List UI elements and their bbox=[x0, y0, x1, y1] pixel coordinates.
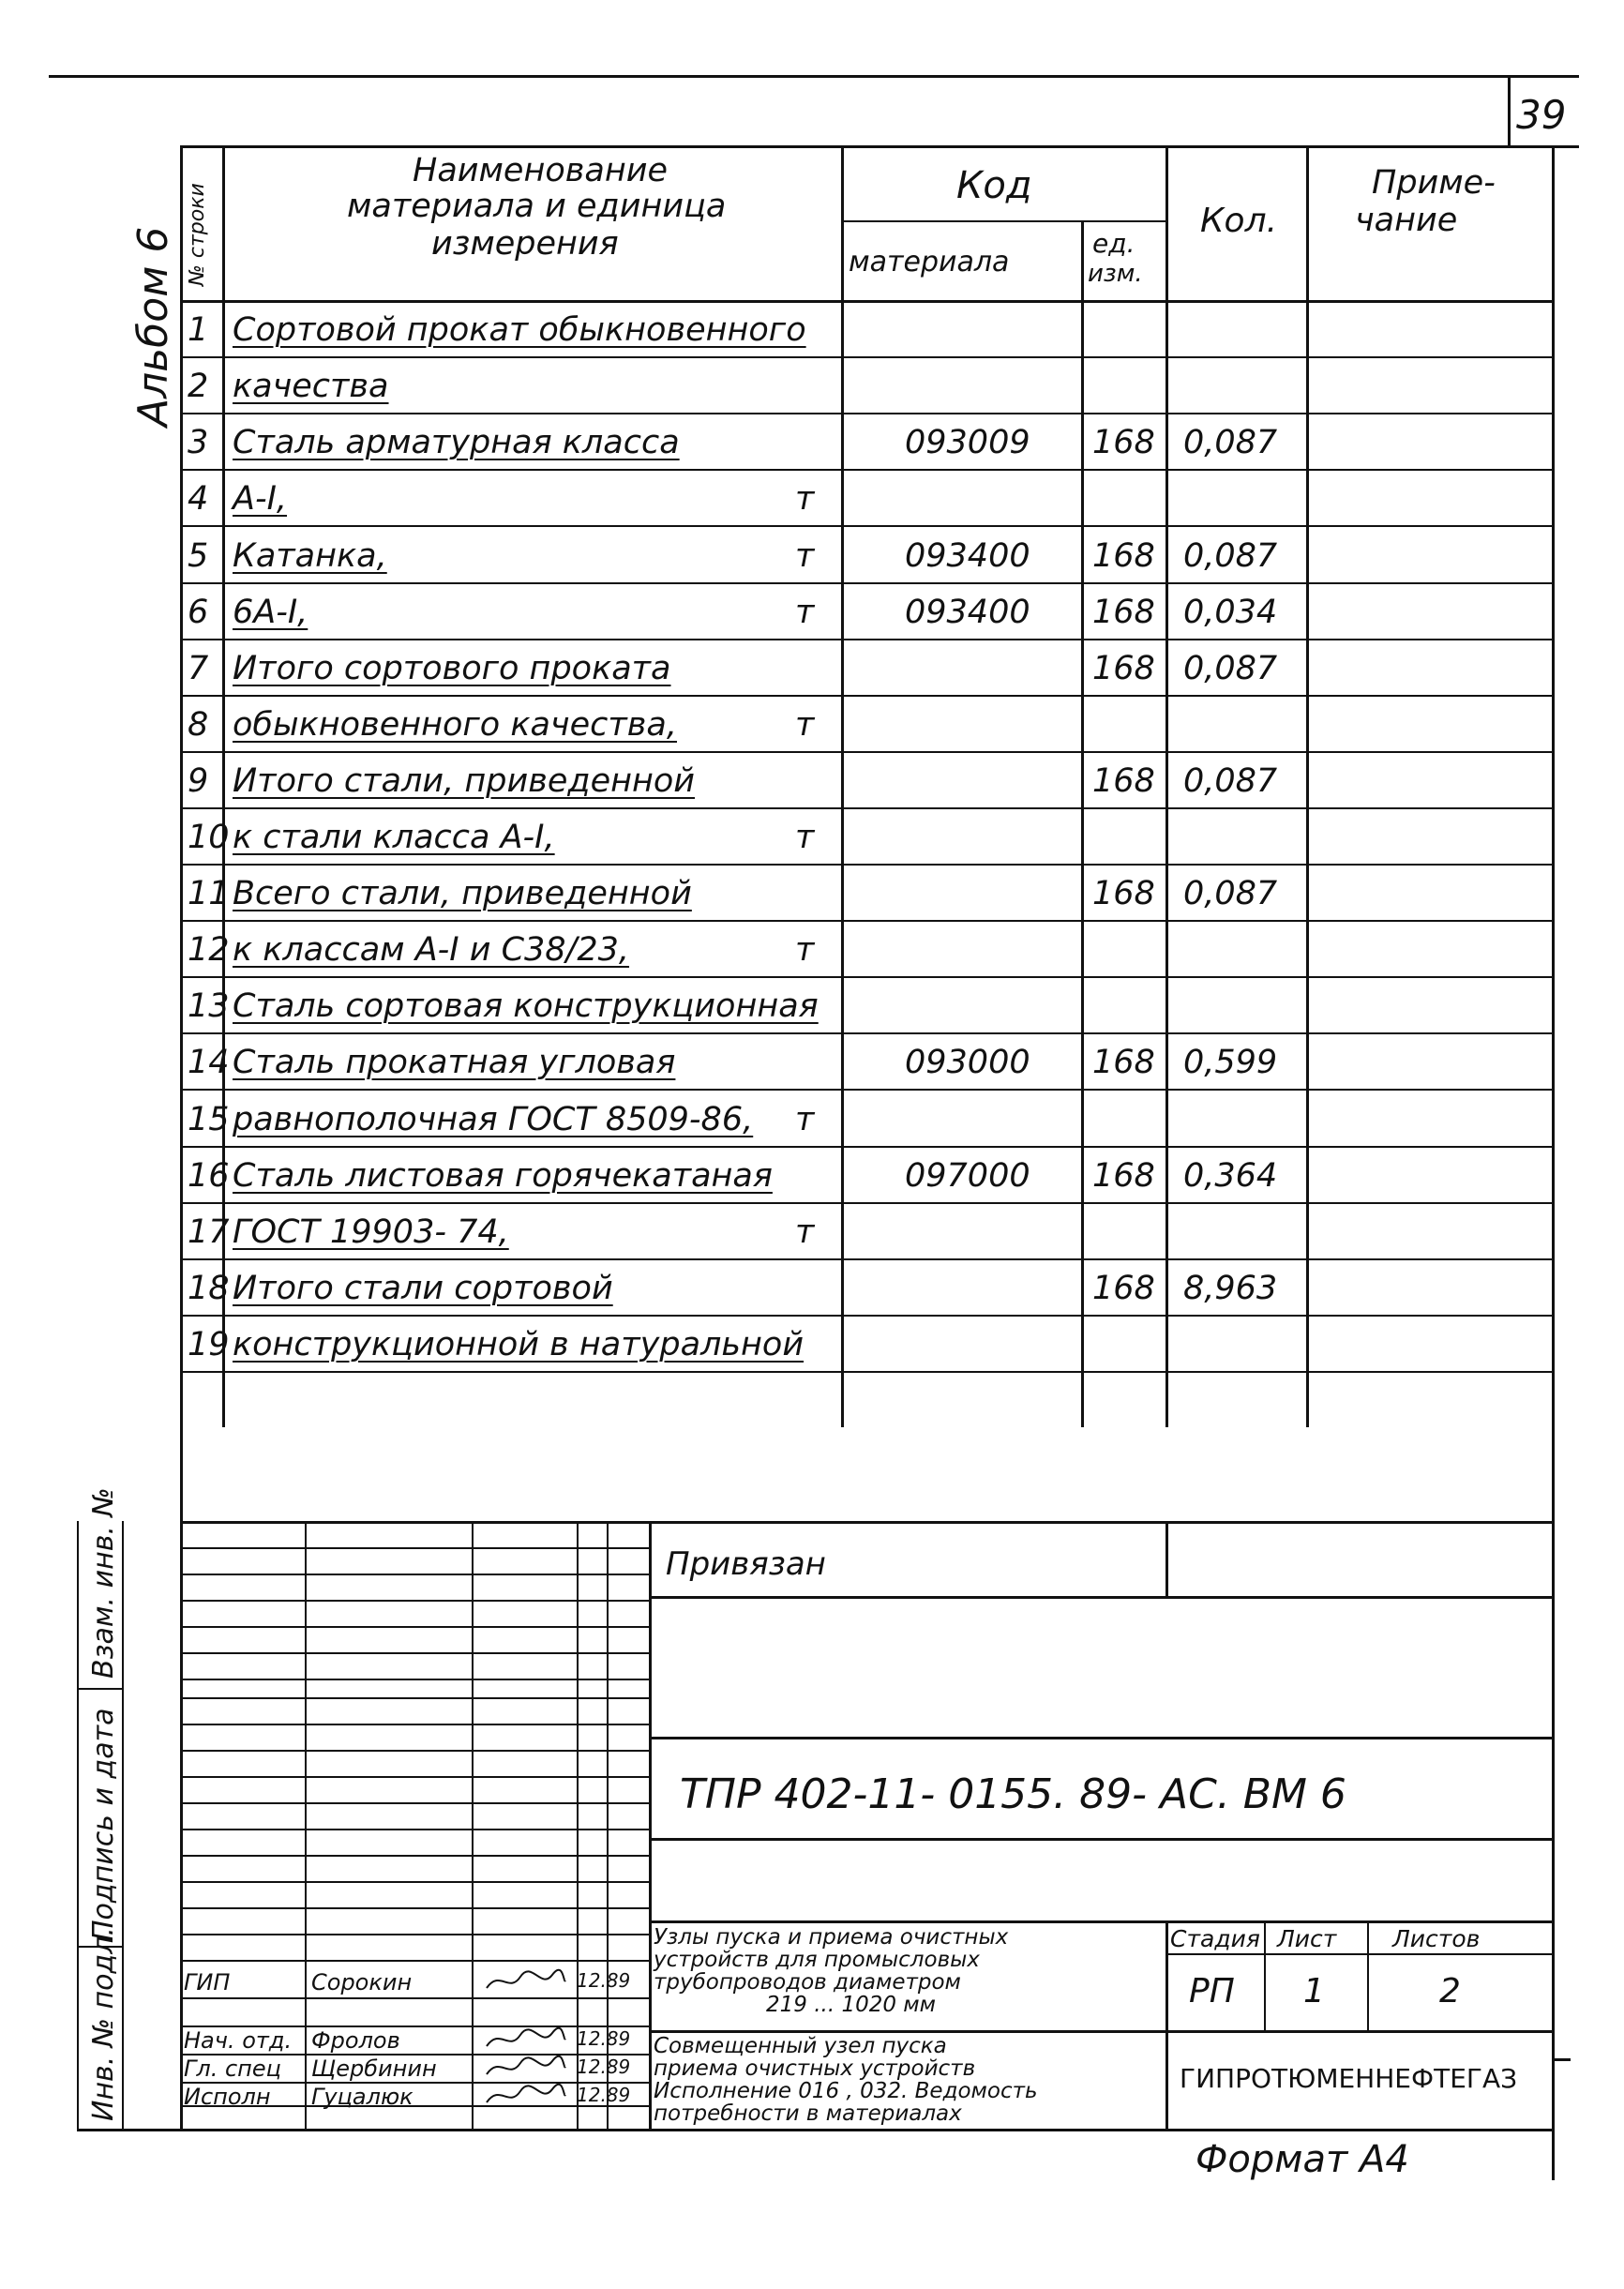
material-code: 093009 bbox=[905, 424, 1030, 461]
project-title-line-3: трубопроводов диаметром bbox=[654, 1970, 961, 1995]
signature-icon bbox=[483, 2054, 567, 2082]
stamp-row-line bbox=[180, 1934, 649, 1935]
row-number: 17 bbox=[188, 1213, 230, 1251]
stamp-row-line bbox=[180, 1829, 649, 1830]
page-number: 39 bbox=[1516, 92, 1567, 138]
unit-code: 168 bbox=[1092, 762, 1155, 800]
project-title-line-1: Узлы пуска и приема очистных bbox=[654, 1925, 1009, 1950]
unit-code: 168 bbox=[1092, 1270, 1155, 1307]
stamp-col-name bbox=[472, 1521, 474, 2129]
stamp-row-line bbox=[180, 1626, 649, 1628]
material-name: Сталь арматурная класса bbox=[233, 424, 680, 461]
signature-icon bbox=[483, 2082, 567, 2110]
material-name: Сталь листовая горячекатаная bbox=[233, 1157, 773, 1195]
stamp-row-line bbox=[180, 1997, 649, 1999]
header-note-1: Приме- bbox=[1372, 164, 1496, 202]
row-number: 7 bbox=[188, 650, 209, 687]
frame-mid bbox=[180, 1521, 1555, 1524]
col-line-5 bbox=[1306, 145, 1309, 1427]
material-name: Сортовой прокат обыкновенного bbox=[233, 311, 806, 349]
code-subheader-line bbox=[841, 220, 1165, 222]
stamp-name: Гуцалюк bbox=[311, 2084, 414, 2110]
row-number: 13 bbox=[188, 987, 230, 1025]
frame-tick bbox=[1552, 2058, 1571, 2061]
stamp-row-line bbox=[180, 1547, 649, 1549]
row-number: 18 bbox=[188, 1270, 230, 1307]
material-name: A-I, bbox=[233, 480, 288, 518]
organization-name: ГИПРОТЮМЕННЕФТЕГАЗ bbox=[1180, 2063, 1518, 2094]
signature-icon bbox=[483, 1967, 567, 1995]
frame-top bbox=[180, 145, 1555, 148]
stamp-role: ГИП bbox=[184, 1969, 231, 1995]
material-name: к классам A-I и С38/23, bbox=[233, 931, 630, 969]
document-designation: ТПР 402-11- 0155. 89- АС. ВМ 6 bbox=[680, 1770, 1346, 1818]
material-code: 093400 bbox=[905, 594, 1030, 631]
table-row-line bbox=[180, 413, 1555, 414]
side-label-inv: Инв. № подл. bbox=[87, 1927, 120, 2121]
material-name: Сталь прокатная угловая bbox=[233, 1044, 676, 1081]
stamp-row-line bbox=[180, 1652, 649, 1654]
header-bottom-line bbox=[180, 300, 1555, 303]
stamp-row-line bbox=[180, 1679, 649, 1680]
stamp-col-3 bbox=[1367, 1920, 1369, 2030]
quantity-value: 8,963 bbox=[1183, 1270, 1278, 1307]
unit-code: 168 bbox=[1092, 650, 1155, 687]
header-note-2: чание bbox=[1355, 202, 1458, 239]
stamp-line-5 bbox=[649, 2030, 1555, 2033]
stage-header-line bbox=[1165, 1953, 1555, 1955]
side-label-vzam: Взам. инв. № bbox=[87, 1487, 120, 1679]
stamp-line-2 bbox=[649, 1737, 1555, 1739]
unit-value: т bbox=[795, 1213, 815, 1251]
material-name: конструкционной в натуральной bbox=[233, 1326, 804, 1363]
sheet-label: Лист bbox=[1277, 1925, 1337, 1952]
table-row-line bbox=[180, 976, 1555, 978]
material-name: Всего стали, приведенной bbox=[233, 875, 692, 912]
table-row-line bbox=[180, 1371, 1555, 1373]
unit-value: т bbox=[795, 480, 815, 518]
row-number: 11 bbox=[188, 875, 230, 912]
stamp-row-line bbox=[180, 1776, 649, 1778]
table-row-line bbox=[180, 356, 1555, 358]
frame-right bbox=[1552, 145, 1555, 2180]
row-number: 9 bbox=[188, 762, 209, 800]
table-row-line bbox=[180, 1032, 1555, 1034]
row-number: 4 bbox=[188, 480, 209, 518]
quantity-value: 0,034 bbox=[1183, 594, 1278, 631]
material-name: Сталь сортовая конструкционная bbox=[233, 987, 819, 1025]
material-name: равнополочная ГОСТ 8509-86, bbox=[233, 1101, 754, 1138]
table-row-line bbox=[180, 1315, 1555, 1317]
header-name-1: Наименование bbox=[413, 152, 668, 189]
row-number: 3 bbox=[188, 424, 209, 461]
row-number: 10 bbox=[188, 819, 230, 856]
stamp-col-1 bbox=[1165, 1920, 1168, 2129]
quantity-value: 0,364 bbox=[1183, 1157, 1278, 1195]
stamp-col-role bbox=[305, 1521, 307, 2129]
stamp-col-2 bbox=[1264, 1920, 1266, 2030]
unit-value: т bbox=[795, 706, 815, 744]
side-divider-1 bbox=[77, 1688, 124, 1690]
table-row-line bbox=[180, 807, 1555, 809]
row-number: 8 bbox=[188, 706, 209, 744]
material-name: Итого стали, приведенной bbox=[233, 762, 696, 800]
stamp-role: Исполн bbox=[184, 2084, 271, 2110]
stamp-date: 12.89 bbox=[577, 1969, 631, 1992]
stamp-row-line bbox=[180, 1802, 649, 1804]
frame-left bbox=[180, 145, 183, 2129]
header-code: Код bbox=[956, 164, 1032, 207]
header-unit-1: ед. bbox=[1092, 228, 1135, 259]
stamp-row-line bbox=[180, 1960, 649, 1962]
unit-value: т bbox=[795, 1101, 815, 1138]
table-row-line bbox=[180, 1146, 1555, 1148]
quantity-value: 0,087 bbox=[1183, 762, 1278, 800]
unit-value: т bbox=[795, 594, 815, 631]
unit-code: 168 bbox=[1092, 424, 1155, 461]
table-row-line bbox=[180, 864, 1555, 866]
table-row-line bbox=[180, 1202, 1555, 1204]
stamp-line-1 bbox=[649, 1596, 1555, 1599]
sheets-label: Листов bbox=[1392, 1925, 1481, 1952]
row-number: 1 bbox=[188, 311, 209, 349]
material-name: Итого сортового проката bbox=[233, 650, 671, 687]
privyazan-right-line bbox=[1165, 1521, 1168, 1596]
table-row-line bbox=[180, 469, 1555, 471]
row-number: 16 bbox=[188, 1157, 230, 1195]
unit-value: т bbox=[795, 819, 815, 856]
row-number: 2 bbox=[188, 368, 209, 405]
header-material: материала bbox=[849, 246, 1010, 279]
row-number: 5 bbox=[188, 537, 209, 575]
side-strip-left bbox=[77, 1521, 79, 2129]
stamp-role: Нач. отд. bbox=[184, 2027, 293, 2054]
col-line-3 bbox=[1081, 220, 1084, 1427]
table-row-line bbox=[180, 525, 1555, 527]
stamp-row-line bbox=[180, 1724, 649, 1725]
material-name: обыкновенного качества, bbox=[233, 706, 677, 744]
quantity-value: 0,087 bbox=[1183, 650, 1278, 687]
side-label-podpis: Подпись и дата bbox=[87, 1708, 120, 1941]
table-row-line bbox=[180, 582, 1555, 584]
stamp-row-line bbox=[180, 1697, 649, 1699]
header-qty: Кол. bbox=[1200, 202, 1278, 240]
row-number: 19 bbox=[188, 1326, 230, 1363]
stamp-date: 12.89 bbox=[577, 2056, 631, 2078]
header-row-no: № строки bbox=[186, 183, 209, 286]
format-label: Формат А4 bbox=[1195, 2138, 1409, 2181]
row-number: 14 bbox=[188, 1044, 230, 1081]
signature-icon bbox=[483, 2025, 567, 2054]
stamp-row-line bbox=[180, 1750, 649, 1752]
material-code: 093000 bbox=[905, 1044, 1030, 1081]
stamp-row-line bbox=[180, 1600, 649, 1602]
table-row-line bbox=[180, 751, 1555, 753]
stamp-row-line bbox=[180, 1574, 649, 1575]
sheet-title-line-2: приема очистных устройств bbox=[654, 2056, 976, 2081]
unit-code: 168 bbox=[1092, 537, 1155, 575]
stamp-name: Щербинин bbox=[311, 2056, 437, 2082]
sheet-title bbox=[654, 2035, 1038, 2125]
header-name-3: измерения bbox=[431, 225, 619, 263]
col-line-2 bbox=[841, 145, 844, 1427]
material-code: 097000 bbox=[905, 1157, 1030, 1195]
material-name: к стали класса A-I, bbox=[233, 819, 555, 856]
header-name-2: материала и единица bbox=[347, 188, 727, 225]
project-title bbox=[654, 1926, 1008, 2016]
top-rule bbox=[49, 75, 1579, 78]
table-row-line bbox=[180, 1258, 1555, 1260]
stage-label: Стадия bbox=[1170, 1925, 1260, 1952]
side-strip-right bbox=[122, 1521, 124, 2129]
album-label: Альбом 6 bbox=[129, 226, 177, 427]
material-name: 6A-I, bbox=[233, 594, 308, 631]
unit-code: 168 bbox=[1092, 594, 1155, 631]
material-name: Катанка, bbox=[233, 537, 387, 575]
sheet-title-line-4: потребности в материалах bbox=[654, 2101, 962, 2126]
quantity-value: 0,087 bbox=[1183, 424, 1278, 461]
stamp-line-4 bbox=[649, 1920, 1555, 1923]
header-unit-2: изм. bbox=[1088, 260, 1143, 288]
stamp-row-line bbox=[180, 1881, 649, 1883]
privyazan-label: Привязан bbox=[666, 1545, 826, 1583]
project-title-line-2: устройств для промысловых bbox=[654, 1948, 980, 1972]
sheet-value: 1 bbox=[1303, 1972, 1325, 2010]
material-name: Итого стали сортовой bbox=[233, 1270, 613, 1307]
unit-code: 168 bbox=[1092, 1044, 1155, 1081]
stamp-row-line bbox=[180, 1907, 649, 1909]
quantity-value: 0,599 bbox=[1183, 1044, 1278, 1081]
unit-code: 168 bbox=[1092, 875, 1155, 912]
col-line-4 bbox=[1165, 145, 1168, 1427]
table-row-line bbox=[180, 639, 1555, 640]
project-title-line-4: 219 ... 1020 мм bbox=[766, 1993, 937, 2017]
unit-code: 168 bbox=[1092, 1157, 1155, 1195]
quantity-value: 0,087 bbox=[1183, 537, 1278, 575]
table-row-line bbox=[180, 695, 1555, 697]
sheets-value: 2 bbox=[1439, 1972, 1461, 2010]
sheet-title-line-3: Исполнение 016 , 032. Ведомость bbox=[654, 2079, 1038, 2103]
unit-value: т bbox=[795, 537, 815, 575]
table-row-line bbox=[180, 1089, 1555, 1091]
row-number: 15 bbox=[188, 1101, 230, 1138]
row-number: 6 bbox=[188, 594, 209, 631]
frame-bottom bbox=[77, 2129, 1555, 2131]
stamp-line-3 bbox=[649, 1838, 1555, 1841]
stamp-date: 12.89 bbox=[577, 2027, 631, 2050]
stamp-date: 12.89 bbox=[577, 2084, 631, 2106]
stamp-name: Сорокин bbox=[311, 1969, 413, 1995]
stamp-role: Гл. спец bbox=[184, 2056, 281, 2082]
material-name: качества bbox=[233, 368, 389, 405]
table-row-line bbox=[180, 920, 1555, 922]
page-box-left bbox=[1508, 75, 1511, 148]
stamp-row-line bbox=[180, 1855, 649, 1857]
unit-value: т bbox=[795, 931, 815, 969]
row-number: 12 bbox=[188, 931, 230, 969]
quantity-value: 0,087 bbox=[1183, 875, 1278, 912]
stamp-divider bbox=[649, 1521, 652, 2129]
material-code: 093400 bbox=[905, 537, 1030, 575]
stage-value: РП bbox=[1189, 1972, 1235, 2010]
stamp-name: Фролов bbox=[311, 2027, 400, 2054]
material-name: ГОСТ 19903- 74, bbox=[233, 1213, 509, 1251]
sheet-title-line-1: Совмещенный узел пуска bbox=[654, 2034, 947, 2058]
